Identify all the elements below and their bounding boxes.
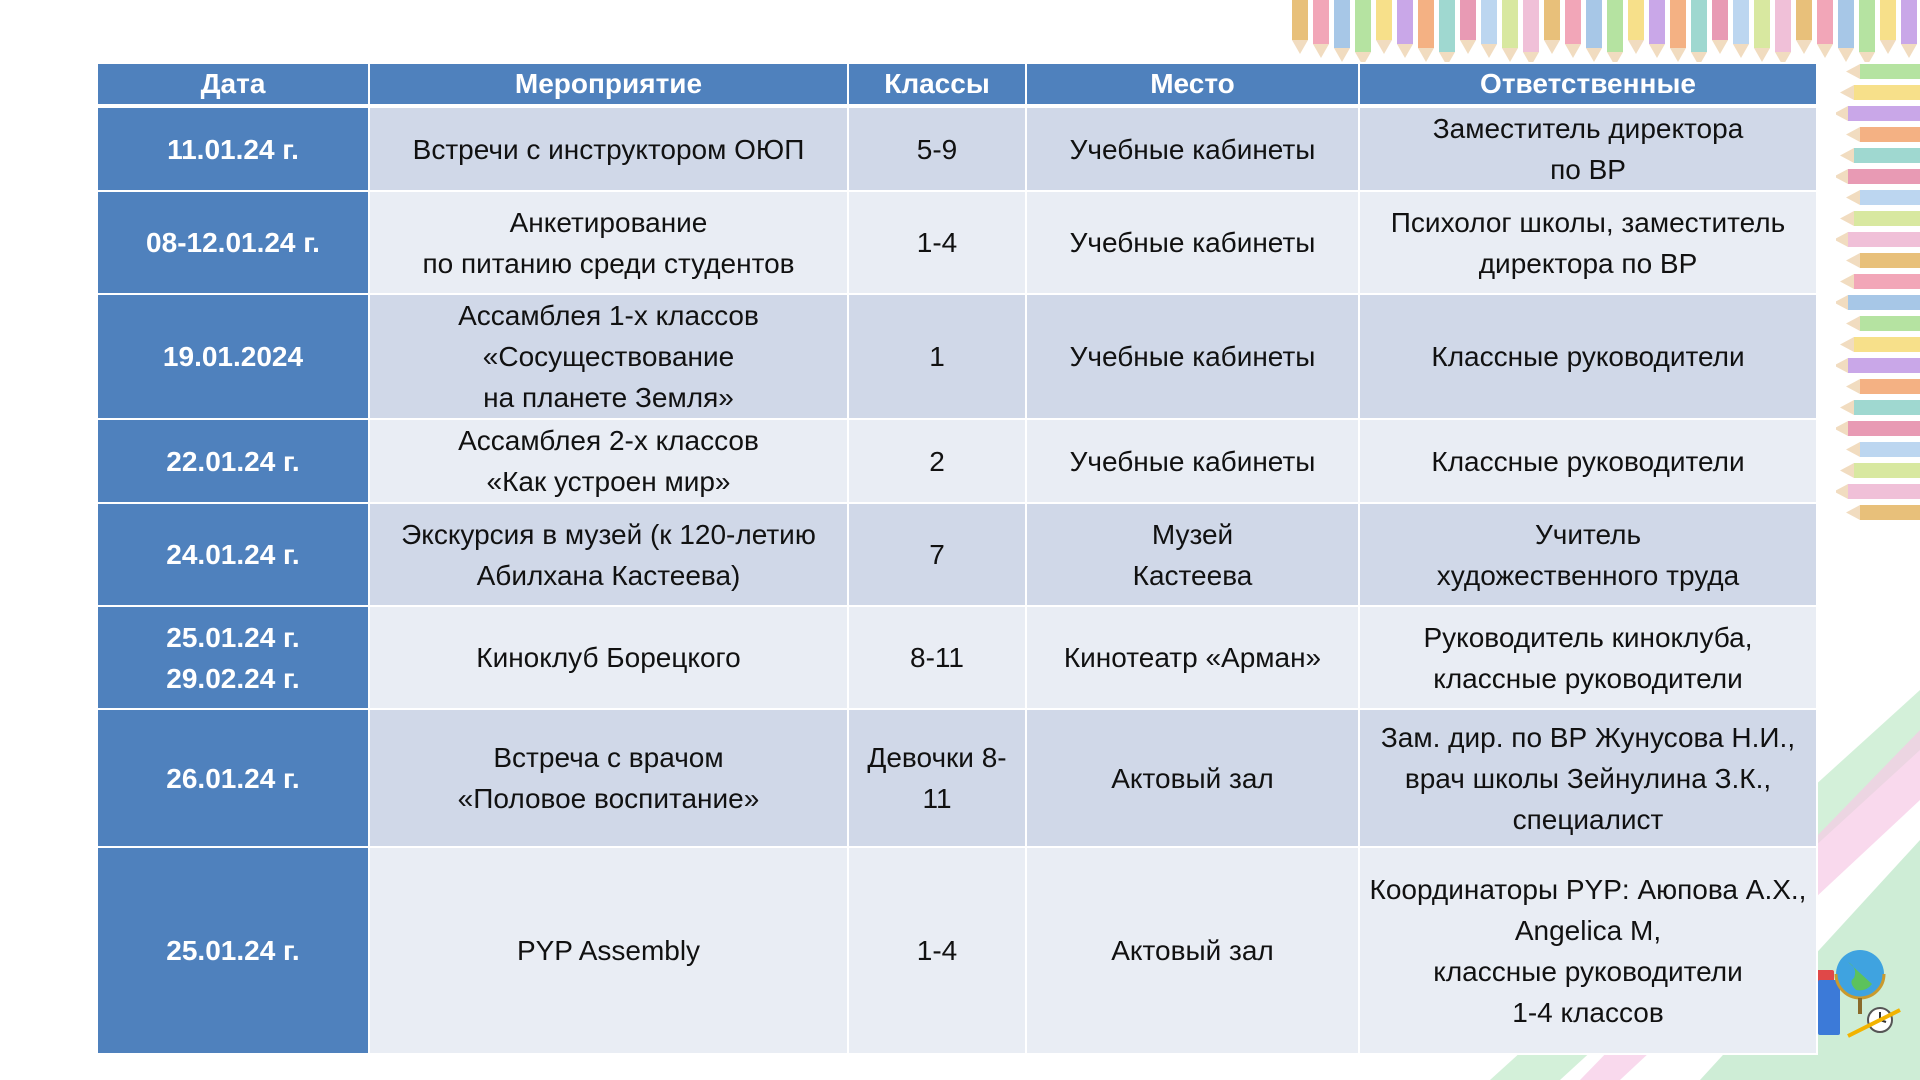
cell-date: 08-12.01.24 г. — [97, 191, 369, 294]
cell-grades: 5-9 — [848, 106, 1026, 191]
cell-responsible: Классные руководители — [1359, 419, 1817, 503]
cell-grades: 1-4 — [848, 847, 1026, 1054]
cell-date: 26.01.24 г. — [97, 709, 369, 847]
header-event: Мероприятие — [369, 63, 848, 106]
colored-pencils-right — [1836, 60, 1920, 540]
header-responsible: Ответственные — [1359, 63, 1817, 106]
cell-responsible: Руководитель киноклуба, классные руководители — [1359, 606, 1817, 709]
cell-grades: 2 — [848, 419, 1026, 503]
cell-grades: Девочки 8- 11 — [848, 709, 1026, 847]
cell-grades: 1-4 — [848, 191, 1026, 294]
cell-place: Учебные кабинеты — [1026, 294, 1359, 419]
cell-place: Музей Кастеева — [1026, 503, 1359, 606]
cell-place: Учебные кабинеты — [1026, 191, 1359, 294]
cell-event: Анкетирование по питанию среди студентов — [369, 191, 848, 294]
table-row — [97, 191, 1817, 294]
cell-grades: 1 — [848, 294, 1026, 419]
colored-pencils-top — [1288, 0, 1920, 62]
cell-place: Учебные кабинеты — [1026, 419, 1359, 503]
cell-date: 19.01.2024 — [97, 294, 369, 419]
cell-responsible: Классные руководители — [1359, 294, 1817, 419]
cell-place: Актовый зал — [1026, 847, 1359, 1054]
cell-date: 24.01.24 г. — [97, 503, 369, 606]
table-row — [97, 106, 1817, 191]
cell-event: Экскурсия в музей (к 120-летию Абилхана Кастеева) — [369, 503, 848, 606]
cell-date: 22.01.24 г. — [97, 419, 369, 503]
cell-event: Встречи с инструктором ОЮП — [369, 106, 848, 191]
cell-date: 11.01.24 г. — [97, 106, 369, 191]
cell-event: PYP Assembly — [369, 847, 848, 1054]
cell-responsible: Координаторы PYP: Аюпова А.Х., Angelica M, классные руководители 1-4 классов — [1359, 847, 1817, 1054]
cell-event: Встреча с врачом «Половое воспитание» — [369, 709, 848, 847]
events-table — [96, 62, 1818, 1055]
cell-responsible: Зам. дир. по ВР Жунусова Н.И., врач школы Зейнулина З.К., специалист — [1359, 709, 1817, 847]
cell-event: Киноклуб Борецкого — [369, 606, 848, 709]
table-row — [97, 606, 1817, 709]
cell-place: Актовый зал — [1026, 709, 1359, 847]
cell-event: Ассамблея 2-х классов «Как устроен мир» — [369, 419, 848, 503]
cell-responsible: Психолог школы, заместитель директора по ВР — [1359, 191, 1817, 294]
cell-responsible: Учитель художественного труда — [1359, 503, 1817, 606]
cell-grades: 8-11 — [848, 606, 1026, 709]
cell-event: Ассамблея 1-х классов «Сосуществование на планете Земля» — [369, 294, 848, 419]
cell-place: Кинотеатр «Арман» — [1026, 606, 1359, 709]
table-header-row — [97, 63, 1817, 106]
cell-date: 25.01.24 г. — [97, 847, 369, 1054]
table-row — [97, 503, 1817, 606]
cell-grades: 7 — [848, 503, 1026, 606]
cell-date: 25.01.24 г. 29.02.24 г. — [97, 606, 369, 709]
header-date: Дата — [97, 63, 369, 106]
globe-stationery-icon — [1808, 940, 1908, 1040]
header-place: Место — [1026, 63, 1359, 106]
header-grades: Классы — [848, 63, 1026, 106]
table-row — [97, 419, 1817, 503]
cell-place: Учебные кабинеты — [1026, 106, 1359, 191]
table-row — [97, 847, 1817, 1054]
cell-responsible: Заместитель директора по ВР — [1359, 106, 1817, 191]
table-row — [97, 294, 1817, 419]
table-row — [97, 709, 1817, 847]
